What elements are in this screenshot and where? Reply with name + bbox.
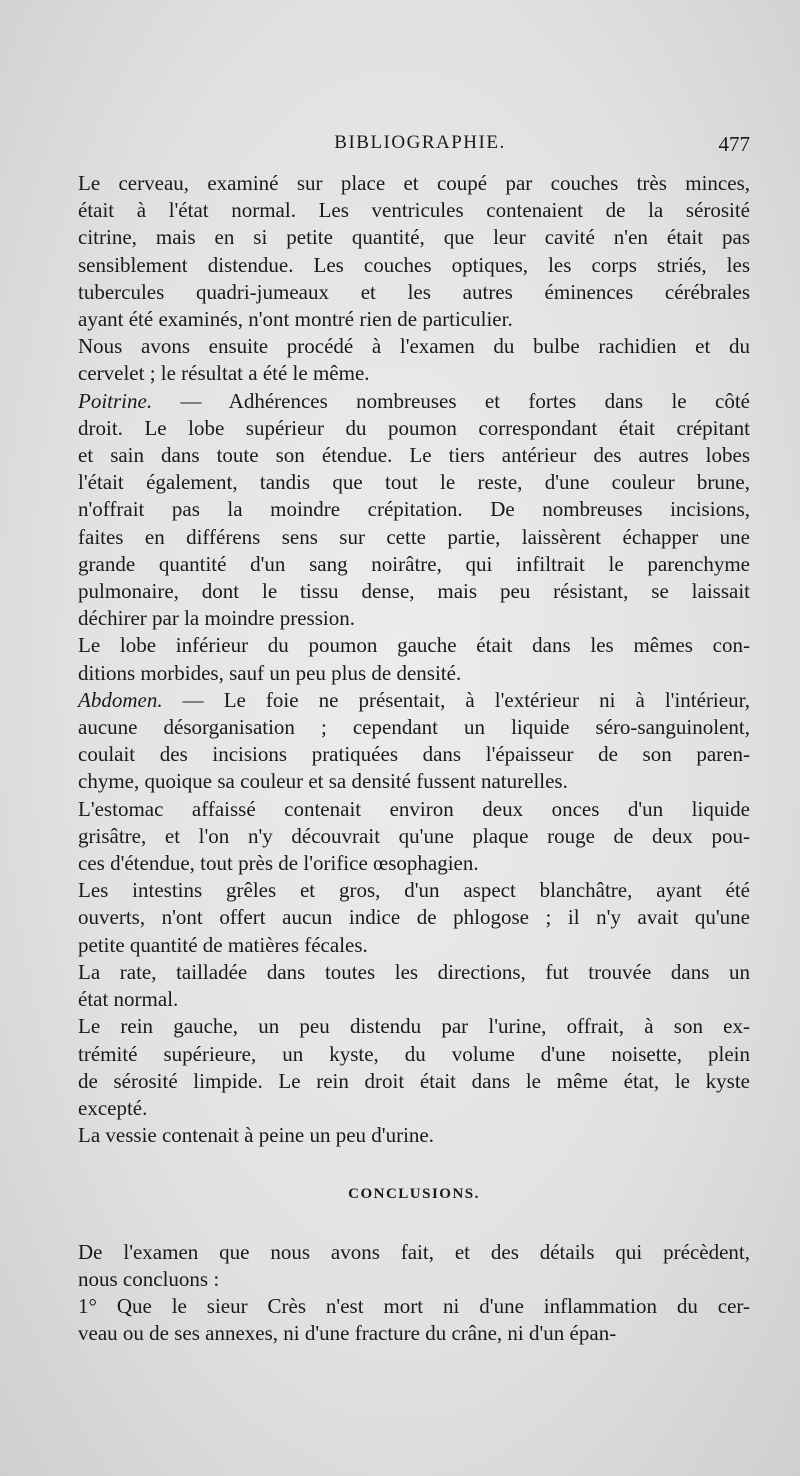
page-header (78, 132, 750, 162)
text-line: n'offrait pas la moindre crépitation. De nombreuses incisions, (78, 497, 750, 522)
text-line: droit. Le lobe supérieur du poumon correspondant était crépitant (78, 415, 750, 440)
text-line: Le rein gauche, un peu distendu par l'urine, offrait, à son ex- (78, 1014, 750, 1039)
body-paragraph (78, 170, 750, 333)
text-line: état normal. (78, 987, 179, 1012)
text-line: Le lobe inférieur du poumon gauche était dans les mêmes con- (78, 633, 750, 658)
text-line: sensiblement distendue. Les couches optiques, les corps striés, les (78, 252, 750, 277)
conclusion-paragraph (78, 1293, 750, 1347)
text-line: et sain dans toute son étendue. Le tiers antérieur des autres lobes (78, 443, 750, 468)
body-paragraph (78, 1013, 750, 1122)
text-line: était à l'état normal. Les ventricules contenaient de la sérosité (78, 198, 750, 223)
text-line: Les intestins grêles et gros, d'un aspect blanchâtre, ayant été (78, 878, 750, 903)
text-line: faites en différens sens sur cette partie, laissèrent échapper une (78, 524, 750, 549)
text-line: citrine, mais en si petite quantité, que leur cavité n'en était pas (78, 225, 750, 250)
text-line: chyme, quoique sa couleur et sa densité fussent naturelles. (78, 769, 568, 794)
running-head: BIBLIOGRAPHIE. (334, 132, 506, 153)
body-paragraph (78, 1122, 750, 1149)
text-line: pulmonaire, dont le tissu dense, mais peu résistant, se laissait (78, 579, 750, 604)
text-line: tubercules quadri-jumeaux et les autres éminences cérébrales (78, 279, 750, 304)
text-line: déchirer par la moindre pression. (78, 606, 355, 631)
text-line: grande quantité d'un sang noirâtre, qui infiltrait le parenchyme (78, 551, 750, 576)
text-line: De l'examen que nous avons fait, et des détails qui précèdent, (78, 1239, 750, 1264)
text-line: de sérosité limpide. Le rein droit était dans le même état, le kyste (78, 1068, 750, 1093)
text-line: nous concluons : (78, 1266, 220, 1291)
body-paragraph (78, 632, 750, 686)
body-paragraph (78, 687, 750, 796)
text-line: Poitrine. — Adhérences nombreuses et fortes dans le côté (78, 388, 750, 413)
text-line: La rate, tailladée dans toutes les directions, fut trouvée dans un (78, 959, 750, 984)
text-line: ayant été examinés, n'ont montré rien de particulier. (78, 307, 513, 332)
body-paragraph (78, 333, 750, 387)
body-paragraph (78, 796, 750, 878)
text-line: Abdomen. — Le foie ne présentait, à l'extérieur ni à l'intérieur, (78, 687, 750, 712)
text-line: ditions morbides, sauf un peu plus de densité. (78, 660, 462, 685)
text-line: grisâtre, et l'on n'y découvrait qu'une plaque rouge de deux pou- (78, 823, 750, 848)
body-paragraph (78, 877, 750, 959)
text-line: L'estomac affaissé contenait environ deux onces d'un liquide (78, 796, 750, 821)
body-paragraph (78, 959, 750, 1013)
section-lead: Abdomen. (78, 687, 163, 712)
text-line: excepté. (78, 1095, 148, 1120)
text-line: ces d'étendue, tout près de l'orifice œsophagien. (78, 851, 479, 876)
text-line: 1° Que le sieur Crès n'est mort ni d'une inflammation du cer- (78, 1293, 750, 1318)
text-line: trémité supérieure, un kyste, du volume d'une noisette, plein (78, 1041, 750, 1066)
text-line: Le cerveau, examiné sur place et coupé par couches très minces, (78, 171, 750, 195)
text-line: La vessie contenait à peine un peu d'urine. (78, 1123, 434, 1148)
conclusion-paragraph (78, 1239, 750, 1293)
text-line: petite quantité de matières fécales. (78, 932, 368, 957)
text-line: veau ou de ses annexes, ni d'une fracture du crâne, ni d'un épan- (78, 1321, 617, 1346)
page-number: 477 (718, 132, 750, 156)
text-line: ouverts, n'ont offert aucun indice de phlogose ; il n'y avait qu'une (78, 905, 750, 930)
section-lead: Poitrine. (78, 388, 153, 413)
body-text (78, 170, 750, 1347)
text-line: Nous avons ensuite procédé à l'examen du bulbe rachidien et du (78, 334, 750, 359)
text-line: coulait des incisions pratiquées dans l'épaisseur de son paren- (78, 742, 750, 767)
conclusions-heading: CONCLUSIONS. (348, 1186, 480, 1203)
text-line: cervelet ; le résultat a été le même. (78, 361, 370, 386)
body-paragraph (78, 388, 750, 633)
text-line: l'était également, tandis que tout le reste, d'une couleur brune, (78, 470, 750, 495)
text-line: aucune désorganisation ; cependant un liquide séro-sanguinolent, (78, 715, 750, 740)
